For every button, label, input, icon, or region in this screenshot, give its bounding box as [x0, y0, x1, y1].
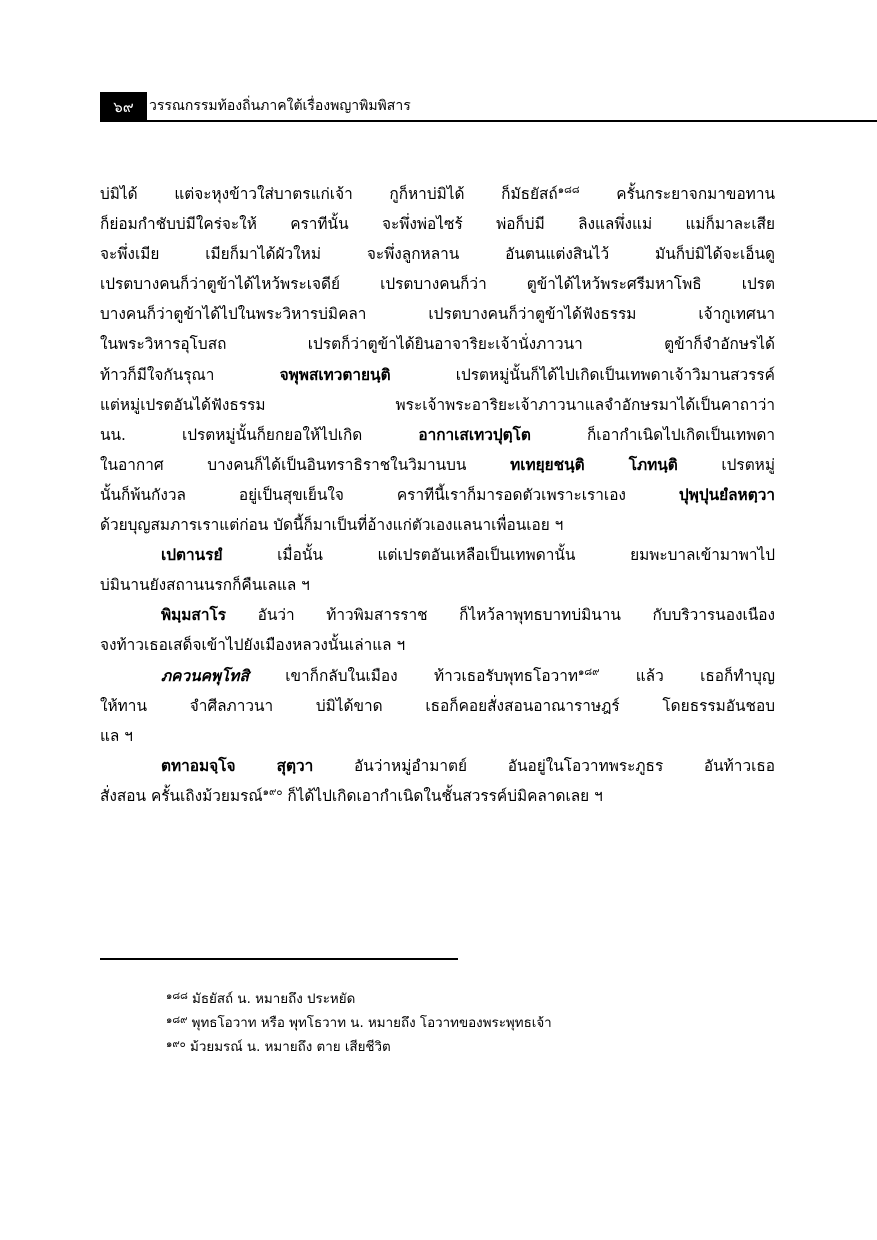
text-line: เปรตบางคนก็ว่าตูข้าได้ไหว้พระเจดีย์ เปรตบางคนก็ว่า ตูข้าได้ไหว้พระศรีมหาโพธิ เปรต: [100, 275, 775, 294]
text-line: [100, 600, 775, 630]
text-line: [100, 450, 775, 480]
text-span: เปรตหมู่นั้นก็ได้ไปเกิดเป็นเทพดาเจ้าวิมานสวรรค์: [390, 365, 775, 384]
text-line: [100, 480, 775, 510]
text-line: [100, 781, 775, 811]
header-rule: [147, 120, 877, 122]
footnote-ref: ๑๙๐: [262, 786, 283, 798]
pali-term: ทเทยฺยชนฺติ โภทนฺติ: [510, 455, 678, 474]
text-line: [100, 179, 775, 209]
text-span: เปรตหมู่: [677, 455, 775, 474]
text-span: ท้าวก็มีใจกันรุณา: [100, 365, 280, 384]
footnote-number: ๑๙๐: [166, 1039, 186, 1050]
pali-term: จพุพสเทวตายนฺติ: [279, 365, 391, 384]
text-span: ก็ได้ไปเกิดเอากำเนิดในชั้นสวรรค์บ่มิคลาดเลย ฯ: [282, 786, 603, 805]
footnote-ref: ๑๘๘: [557, 185, 580, 196]
running-header: [100, 92, 877, 122]
text-line: ก็ย่อมกำชับบ่มีใคร่จะให้ คราทีนั้น จะพึ่งพ่อไซร้ พ่อก็บ่มี ลิงแลพึ่งแม่ แม่ก็มาละเสีย: [100, 215, 775, 234]
text-line: ในพระวิหารอุโบสถ เปรตก็ว่าตูข้าได้ยินอาจาริยะเจ้านั่งภาวนา ตูข้าก็จำอักษรได้: [100, 335, 775, 354]
footnote-ref: ๑๘๙: [578, 666, 600, 678]
pali-term: อากาเสเทวปุตฺโต: [418, 425, 531, 444]
text-line: [100, 360, 775, 390]
footnote-text: มัธยัสถ์ น. หมายถึง ประหยัด: [187, 992, 356, 1007]
text-line: แล ฯ: [100, 726, 133, 745]
text-span: ในอากาศ บางคนก็ได้เป็นอินทราธิราชในวิมานบน: [100, 455, 511, 474]
pali-term: เปตานรยํ: [161, 546, 223, 565]
text-line: บ่มินานยังสถานนรกก็คืนเลแล ฯ: [100, 576, 310, 595]
page-number: ๖๙: [100, 92, 147, 122]
footnote: [166, 988, 552, 1012]
pali-term: ตทาอมจฺโจ สุตฺวา: [161, 756, 314, 775]
text-span: อันว่าหมู่อำมาตย์ อันอยู่ในโอวาทพระภูธร อันท้าวเธอ: [313, 756, 775, 775]
text-span: ก็เอากำเนิดไปเกิดเป็นเทพดา: [530, 425, 775, 444]
pali-term: ภควนคพุโทสิ: [161, 666, 249, 685]
text-line: [100, 751, 775, 781]
text-span: เมื่อนั้น แต่เปรตอันเหลือเป็นเทพดานั้น ยมพะบาลเข้ามาพาไป: [222, 546, 775, 565]
text-line: ให้ทาน จำศีลภาวนา บ่มิได้ขาด เธอก็คอยสั่งสอนอาณาราษฎร์ โดยธรรมอันชอบ: [100, 696, 775, 715]
footnote-number: ๑๘๘: [166, 991, 188, 1002]
footnote: [166, 1012, 552, 1036]
text-span: นั้นก็พ้นกังวล อยู่เป็นสุขเย็นใจ คราทีนี้เราก็มารอดตัวเพราะเราเอง: [100, 485, 679, 504]
text-span: บ่มิได้ แต่จะหุงข้าวใส่บาตรแก่เจ้า กูก็หาบ่มิได้ ก็มัธยัสถ์: [100, 185, 558, 203]
text-line: ด้วยบุญสมภารเราแต่ก่อน บัดนี้ก็มาเป็นที่อ้างแก่ตัวเองแลนาเพื่อนเอย ฯ: [100, 516, 564, 535]
text-span: เขาก็กลับในเมือง ท้าวเธอรับพุทธโอวาท: [248, 666, 579, 685]
text-span: แล้ว เธอก็ทำบุญ: [599, 666, 775, 685]
running-title: วรรณกรรมท้องถิ่นภาคใต้เรื่องพญาพิมพิสาร: [149, 98, 411, 114]
text-line: [100, 540, 775, 570]
text-line: [100, 420, 775, 450]
text-span: อันว่า ท้าวพิมสารราช ก็ไหว้ลาพุทธบาทบ่มินาน กับบริวารนองเนือง: [226, 606, 775, 625]
text-span: นน. เปรตหมู่นั้นก็ยกยอให้ไปเกิด: [100, 425, 419, 444]
pali-term: ปุพฺปุนยํลหตฺวา: [678, 485, 775, 504]
footnote-text: พุทธโอวาท หรือ พุทโธวาท น. หมายถึง โอวาทของพระพุทธเจ้า: [187, 1016, 552, 1031]
text-span: ครั้นกระยาจกมาขอทาน: [579, 185, 775, 203]
footnotes: [166, 988, 552, 1060]
footnote-number: ๑๘๙: [166, 1015, 188, 1026]
footnote: [166, 1036, 552, 1060]
text-line: บางคนก็ว่าตูข้าได้ไปในพระวิหารบ่มิคลา เปรตบางคนก็ว่าตูข้าได้ฟังธรรม เจ้ากูเทศนา: [100, 305, 775, 324]
text-line: แต่หมู่เปรตอันได้ฟังธรรม พระเจ้าพระอาริยะเจ้าภาวนาแลจำอักษรมาได้เป็นคาถาว่า: [100, 395, 775, 414]
pali-term: พิมฺมสาโร: [161, 606, 227, 625]
text-line: จงท้าวเธอเสด็จเข้าไปยังเมืองหลวงนั้นเล่าแล ฯ: [100, 636, 406, 655]
main-text: [100, 179, 775, 811]
text-line: [100, 661, 775, 691]
text-line: จะพึ่งเมีย เมียก็มาได้ผัวใหม่ จะพึ่งลูกหลาน อันตนแต่งสินไว้ มันก็บ่มิได้จะเอ็นดู: [100, 245, 775, 264]
text-span: สั่งสอน ครั้นเถิงม้วยมรณ์: [100, 786, 263, 805]
footnote-separator: [100, 958, 458, 960]
footnote-text: ม้วยมรณ์ น. หมายถึง ตาย เสียชีวิต: [185, 1040, 391, 1055]
